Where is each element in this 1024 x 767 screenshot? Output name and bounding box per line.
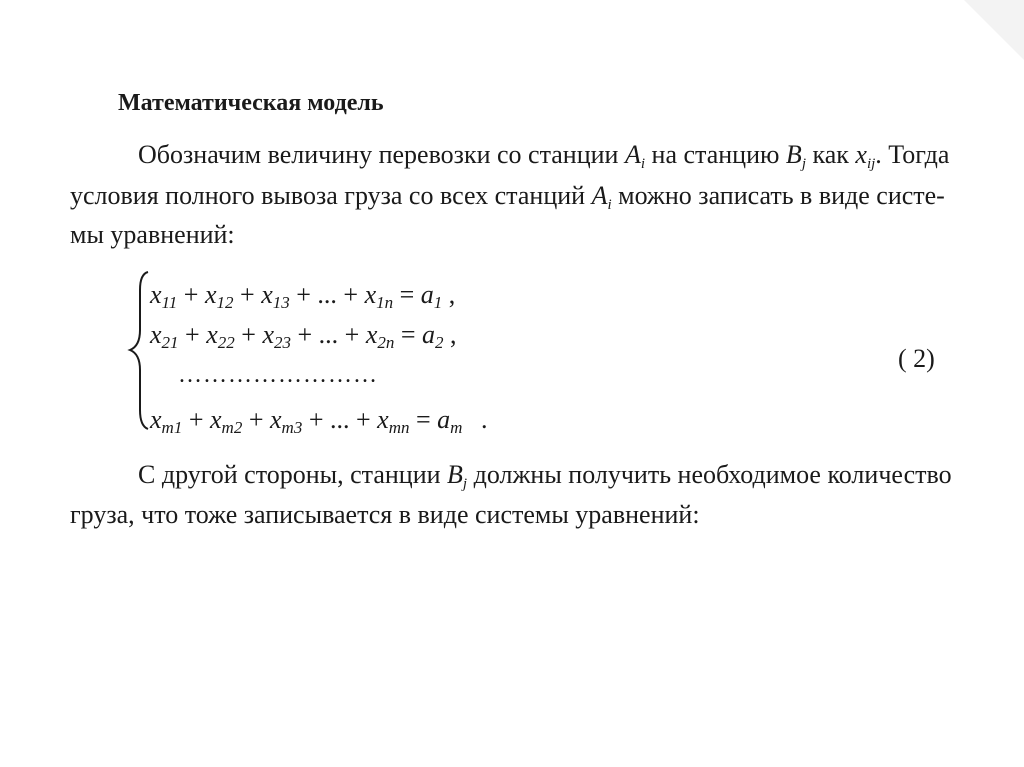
var-A: A bbox=[591, 181, 608, 210]
text-span: можно записать в виде систе- bbox=[611, 181, 945, 210]
var-A: A bbox=[624, 140, 641, 169]
plus-sign: + bbox=[183, 280, 199, 309]
equals-sign: = bbox=[400, 320, 416, 349]
var-x: x bbox=[377, 405, 389, 434]
ellipsis: ... bbox=[318, 320, 339, 349]
var-x: x bbox=[210, 405, 222, 434]
paragraph-1-line-1 bbox=[138, 140, 949, 170]
var-B: B bbox=[447, 460, 463, 489]
var-x: x bbox=[150, 405, 162, 434]
subscript: 11 bbox=[161, 293, 178, 312]
subscript: 1 bbox=[433, 293, 443, 312]
plus-sign: + bbox=[248, 405, 264, 434]
equals-sign: = bbox=[399, 280, 415, 309]
subscript: 2 bbox=[435, 333, 444, 352]
plus-sign: + bbox=[188, 405, 204, 434]
var-x: x bbox=[206, 320, 218, 349]
var-a: a bbox=[437, 405, 451, 434]
punctuation: , bbox=[450, 320, 457, 349]
omitted-rows-dots: …………………… bbox=[178, 362, 378, 388]
page-corner-fold bbox=[964, 0, 1024, 60]
ellipsis: ... bbox=[317, 280, 337, 309]
punctuation: , bbox=[448, 280, 456, 309]
text-span: должны получить необходимое количество bbox=[467, 460, 952, 489]
var-x: x bbox=[365, 320, 378, 349]
ellipsis: ... bbox=[330, 405, 350, 434]
text-span: на станцию bbox=[645, 140, 786, 169]
subscript: 2n bbox=[377, 333, 395, 352]
paragraph-2-line-2: груза, что тоже записывается в виде системы уравнений: bbox=[70, 500, 700, 529]
equals-sign: = bbox=[416, 405, 431, 434]
plus-sign: + bbox=[185, 320, 200, 349]
sub-ij: ij bbox=[866, 156, 876, 172]
subscript: m1 bbox=[161, 418, 183, 437]
text-span: Обозначим величину перевозки со станции bbox=[138, 140, 625, 169]
var-a: a bbox=[422, 320, 436, 349]
plus-sign: + bbox=[356, 405, 371, 434]
var-x: x bbox=[150, 320, 162, 349]
equation-row-m bbox=[150, 405, 487, 435]
subscript: 23 bbox=[273, 333, 291, 352]
subscript: m bbox=[450, 418, 463, 437]
plus-sign: + bbox=[344, 320, 360, 349]
var-x: x bbox=[150, 280, 162, 309]
plus-sign: + bbox=[297, 320, 313, 349]
paragraph-2-line-1 bbox=[138, 460, 952, 490]
paragraph-1-line-2 bbox=[70, 181, 945, 211]
var-x: x bbox=[262, 320, 274, 349]
plus-sign: + bbox=[240, 280, 255, 309]
text-span: . Тогда bbox=[875, 140, 950, 169]
var-x: x bbox=[261, 280, 273, 309]
subscript: m2 bbox=[221, 418, 243, 437]
var-x: x bbox=[204, 280, 217, 309]
sub-j: j bbox=[801, 156, 806, 172]
subscript: m3 bbox=[281, 418, 303, 437]
plus-sign: + bbox=[296, 280, 311, 309]
text-span: как bbox=[805, 140, 856, 169]
text-span: С другой стороны, станции bbox=[138, 460, 448, 489]
subscript: 1n bbox=[376, 293, 394, 312]
var-x: x bbox=[270, 405, 282, 434]
sub-j: j bbox=[462, 476, 468, 492]
equation-row-2 bbox=[150, 320, 457, 350]
text-span: условия полного вывоза груза со всех станций bbox=[70, 181, 592, 210]
plus-sign: + bbox=[343, 280, 359, 309]
equation-row-1 bbox=[150, 280, 455, 310]
plus-sign: + bbox=[308, 405, 324, 434]
punctuation: . bbox=[480, 405, 488, 434]
var-x: x bbox=[855, 140, 867, 169]
equation-number: ( 2) bbox=[898, 344, 935, 373]
plus-sign: + bbox=[241, 320, 256, 349]
var-x: x bbox=[364, 280, 377, 309]
paragraph-1-line-3: мы уравнений: bbox=[70, 220, 235, 249]
section-heading: Математическая модель bbox=[118, 90, 384, 116]
subscript: 12 bbox=[216, 293, 234, 312]
sub-i: i bbox=[607, 197, 612, 213]
sub-i: i bbox=[640, 156, 646, 172]
subscript: 13 bbox=[272, 293, 290, 312]
subscript: mn bbox=[388, 418, 410, 437]
subscript: 22 bbox=[217, 333, 235, 352]
var-B: B bbox=[785, 140, 802, 169]
subscript: 21 bbox=[161, 333, 179, 352]
var-a: a bbox=[420, 280, 434, 309]
